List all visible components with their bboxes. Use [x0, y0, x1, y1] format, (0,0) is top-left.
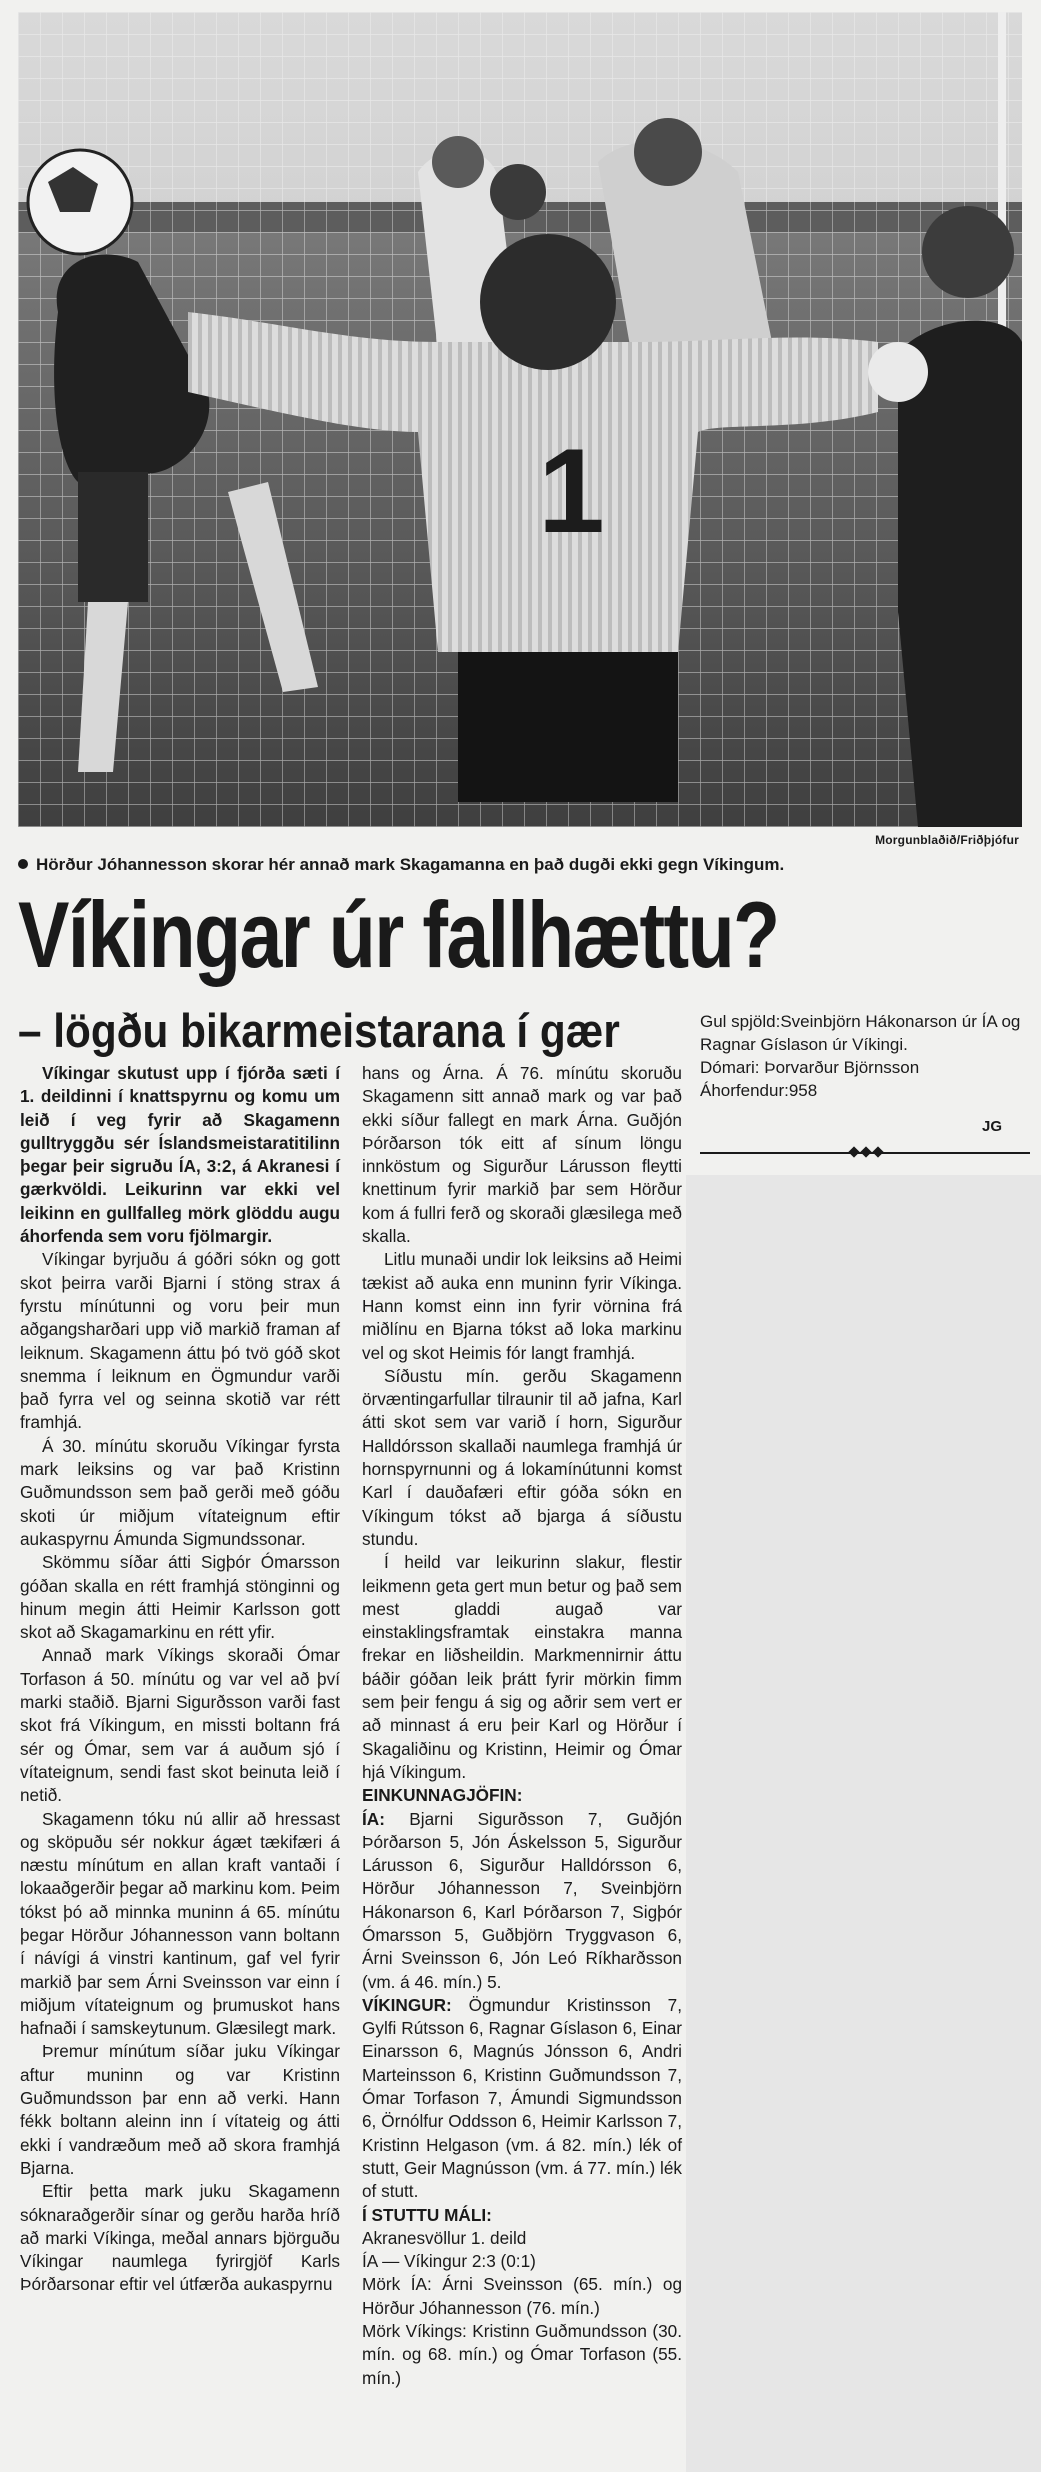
lead-paragraph: Víkingar skutust upp í fjórða sæti í 1. deildinni í knattspyrnu og komu um leið í veg fyrir að Skagamenn gulltryggðu sér Íslandsmeistaratitilinn þegar þeir sigruðu ÍA, 3:2, á Akranesi í gærkvöldi. Leikurinn var ekki vel leikinn en gullfalleg mörk glöddu augu áhorfenda sem voru fjölmargir.: [20, 1063, 340, 1247]
article-column-2: [362, 1062, 682, 2390]
article-paragraph: Á 30. mínútu skoruðu Víkingar fyrsta mark leiksins og var það Kristinn Guðmundsson sem það gerði með góðu skoti úr miðjum vítateignum eftir aukaspyrnu Ámunda Sigmundssonar.: [20, 1435, 340, 1549]
headline: Víkingar úr fallhættu?: [18, 882, 779, 987]
article-column-1: [20, 1062, 340, 2297]
match-photo: [18, 12, 1022, 827]
yellow-cards: Gul spjöld:Sveinbjörn Hákonarson úr ÍA og Ragnar Gíslason úr Víkingi.: [700, 1012, 1021, 1054]
author-initials: JG: [982, 1118, 1003, 1135]
end-divider: [700, 1152, 1030, 1154]
ratings-ia: [362, 1808, 682, 1994]
ratings-heading: EINKUNNAGJÖFIN:: [362, 1785, 523, 1806]
article-paragraph: Víkingar byrjuðu á góðri sókn og gott skot þeirra varði Bjarni í stöng strax á fyrstu mínútunni og voru þeir mun aðgangsharðari upp við markið framan af leiknum. Skagamenn áttu þó tvö góð skot snemma í leiknum en Ögmundur varði það fyrra vel og seinna skotið var rétt framhjá.: [20, 1249, 340, 1433]
match-facts: [700, 1010, 1030, 1102]
summary-heading: Í STUTTU MÁLI:: [362, 2204, 492, 2225]
article-paragraph: Annað mark Víkings skoraði Ómar Torfason á 50. mínútu og var vel að því marki staðið. Bjarni Sigurðsson varði fast skot frá Víkingum, en missti boltann frá sér og Ómar, sem var á auðum sjó í vítateignum, sendi fast skot beinuta leið í netið.: [20, 1645, 340, 1806]
ratings-vik-text: Ögmundur Kristinsson 7, Gylfi Rútsson 6, Ragnar Gíslason 6, Einar Einarsson 6, Magnús Jónsson 6, Andri Marteinsson 6, Kristinn Guðmundsson 7, Ómar Torfason 7, Ámundi Sigmundsson 6, Örnólfur Oddsson 6, Heimir Karlsson 7, Kristinn Helgason (vm. á 82. mín.) lék of stutt, Geir Magnússon (vm. á 77. mín.) lék of stutt.: [362, 1994, 682, 2202]
bullet-icon: [18, 859, 28, 869]
summary-line: Mörk Víkings: Kristinn Guðmundsson (30. mín. og 68. mín.) og Ómar Torfason (55. mín.): [362, 2321, 682, 2388]
match-photo-drawing: [18, 12, 1022, 827]
article-paragraph: Síðustu mín. gerðu Skagamenn örvæntingarfullar tilraunir til að jafna, Karl átti skot sem var varið í horn, Sigurður Halldórsson skallaði naumlega framhjá úr hornspyrnunni og á lokamínútunni komst Karl í dauðafæri eftir góða sókn en Víkingum tókst að bjarga á síðustu stundu.: [362, 1365, 682, 1549]
attendance: Áhorfendur:958: [700, 1081, 818, 1100]
article-paragraph: Eftir þetta mark juku Skagamenn sóknaraðgerðir sínar og gerðu harða hríð að marki Víkinga, meðal annars björguðu Víkingar naumlega fyrirgjöf Karls Þórðarsonar eftir vel útfærða aukaspyrnu: [20, 2181, 340, 2295]
summary-line: Mörk ÍA: Árni Sveinsson (65. mín.) og Hörður Jóhannesson (76. mín.): [362, 2274, 682, 2318]
article-paragraph: Skömmu síðar átti Sigþór Ómarsson góðan skalla en rétt framhjá stönginni og hinum megin átti Heimir Karlsson gott skot að Skagamarkinu en rétt yfir.: [20, 1552, 340, 1643]
jersey-number: 1: [538, 424, 605, 558]
photo-credit: Morgunblaðið/Friðþjófur: [875, 833, 1019, 847]
article-paragraph: hans og Árna. Á 76. mínútu skoruðu Skagamenn sitt annað mark og var það ekki síður fallegt en mark Árna. Guðjón Þórðarson tók eitt af sínum löngu innköstum og Sigurður Lárusson fleytti knettinum fyrir markið þar sem Hörður kom á fullri ferð og skoraði glæsilega með skalla.: [362, 1063, 682, 1247]
photo-caption: [18, 854, 1022, 876]
ratings-vik-label: VÍKINGUR:: [362, 1994, 452, 2015]
article-paragraph: Skagamenn tóku nú allir að hressast og sköpuðu sér nokkur ágæt tækifæri á næstu mínútum en allan kraft vantaði í lokaaðgerðir þegar að markinu kom. Þeim tókst þó að minnka muninn á 65. mínútu þegar Hörður Jóhannesson vann boltann í návígi á vinstri kantinum, gaf vel fyrir markið þar sem Árni Sveinsson var einn í miðjum vítateignum og þrumuskot hans hafnaði í samskeytunum. Glæsilegt mark.: [20, 1808, 340, 2039]
ratings-vikingur: [362, 1994, 682, 2204]
article-paragraph: Litlu munaði undir lok leiksins að Heimi tækist að auka enn muninn fyrir Víkinga. Hann komst einn inn fyrir vörnina frá miðlínu en Bjarna tókst að loka markinu vel og skot Heimis fór langt framhjá.: [362, 1249, 682, 1363]
subhead: – lögðu bikarmeistarana í gær: [18, 1004, 620, 1057]
ratings-ia-label: ÍA:: [362, 1808, 385, 1829]
article-paragraph: Þremur mínútum síðar juku Víkingar aftur muninn og var Kristinn Guðmundsson þar enn að verki. Hann fékk boltann aleinn inn í vítateig og átti ekki í vandræðum með að skora framhjá Bjarna.: [20, 2041, 340, 2178]
summary-line: Akranesvöllur 1. deild: [362, 2227, 527, 2248]
caption-text: Hörður Jóhannesson skorar hér annað mark Skagamanna en það dugði ekki gegn Víkingum.: [36, 855, 785, 874]
summary-line: ÍA — Víkingur 2:3 (0:1): [362, 2251, 536, 2272]
ratings-ia-text: Bjarni Sigurðsson 7, Guðjón Þórðarson 5, Jón Áskelsson 5, Sigurður Lárusson 6, Sigurður Halldórsson 6, Hörður Jóhannesson 7, Sveinbjörn Hákonarson 6, Karl Þórðarson 7, Sigþór Ómarsson 5, Guðbjörn Tryggvason 6, Árni Sveinsson 6, Jón Leó Ríkharðsson (vm. á 46. mín.) 5.: [362, 1808, 683, 1992]
referee: Dómari: Þorvarður Björnsson: [700, 1058, 920, 1077]
article-paragraph: Í heild var leikurinn slakur, flestir leikmenn geta gert mun betur og það sem mest gladdi augað var einstaklingsframtak einstakra manna frekar en liðsheildin. Markmennirnir áttu báðir góðan leik þrátt fyrir mörkin fimm sem þeir fengu á sig og aðrir sem vert er að minnast á eru þeir Karl og Hörður í Skagaliðinu og Kristinn, Heimir og Ómar hjá Víkingum.: [362, 1552, 682, 1782]
